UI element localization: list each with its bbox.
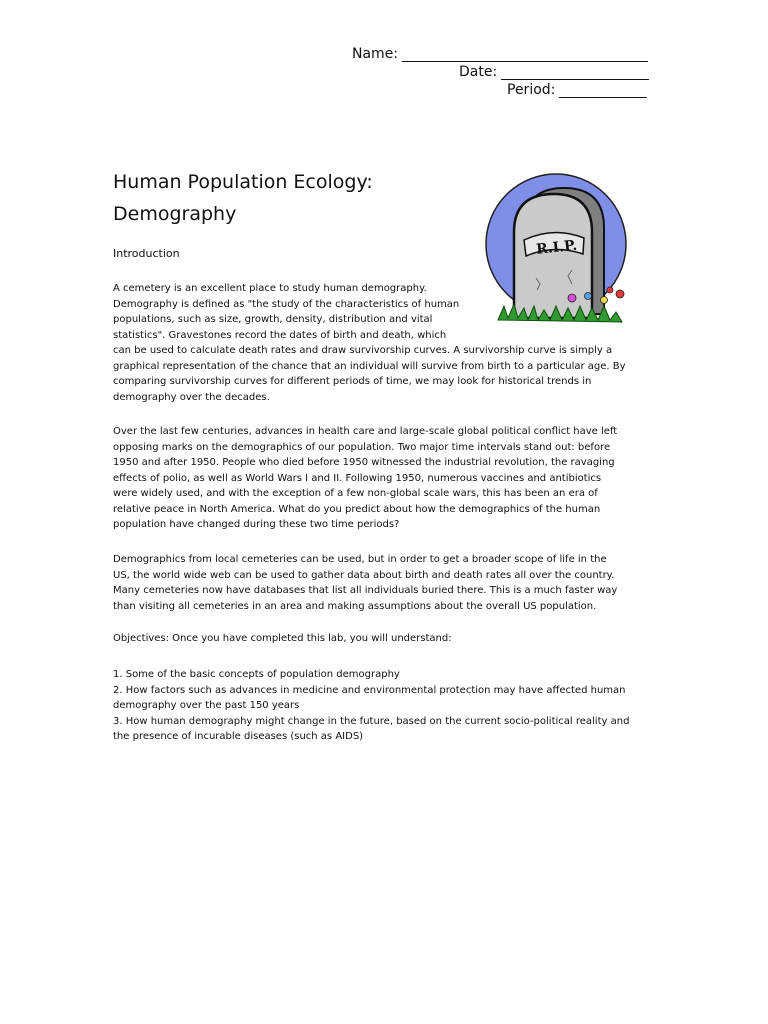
intro-paragraph-2 bbox=[113, 424, 628, 533]
list-item bbox=[113, 714, 633, 745]
objective-line: demography over the past 150 years bbox=[113, 700, 300, 711]
introduction-heading: Introduction bbox=[113, 247, 180, 260]
page-title-line-1: Human Population Ecology: bbox=[113, 171, 373, 193]
period-label: Period: bbox=[507, 82, 556, 98]
paragraph-line: relative peace in North America. What do you predict about how the demographics of the human bbox=[113, 503, 601, 515]
paragraph-line: Demography is defined as "the study of the characteristics of human bbox=[113, 298, 460, 310]
paragraph-line: than visiting all cemeteries in an area and making assumptions about the overall US population. bbox=[113, 600, 597, 612]
paragraph-line: comparing survivorship curves for different periods of time, we may look for historical trends in bbox=[113, 376, 592, 387]
paragraph-line: opposing marks on the demographics of our population. Two major time intervals stand out: before bbox=[113, 441, 611, 453]
paragraph-line: demography over the decades. bbox=[113, 391, 270, 403]
paragraph-line: graphical representation of the chance that an individual will survive from birth to a particular age. By bbox=[113, 360, 626, 372]
paragraph-line: A cemetery is an excellent place to study human demography. bbox=[113, 283, 427, 294]
tombstone-icon bbox=[484, 166, 632, 328]
paragraph-line: Over the last few centuries, advances in health care and large-scale global political conflict have left bbox=[113, 426, 618, 437]
paragraph-line: US, the world wide web can be used to gather data about birth and death rates all over the country. bbox=[113, 569, 615, 581]
date-label: Date: bbox=[459, 64, 498, 80]
objective-line: the presence of incurable diseases (such as AIDS) bbox=[113, 731, 364, 742]
objectives-lead: Objectives: Once you have completed this lab, you will understand: bbox=[113, 633, 452, 644]
paragraph-line: can be used to calculate death rates and draw survivorship curves. A survivorship curve is simply a bbox=[113, 345, 613, 356]
date-field bbox=[459, 64, 649, 80]
list-item bbox=[113, 667, 633, 683]
tombstone-engraving: R.I.P. bbox=[535, 237, 578, 258]
paragraph-line: populations, such as size, growth, density, distribution and vital bbox=[113, 314, 433, 325]
name-blank-line[interactable] bbox=[402, 47, 648, 62]
intro-paragraph-1-rest bbox=[113, 343, 633, 405]
paragraph-line: statistics". Gravestones record the dates of birth and death, which bbox=[113, 329, 447, 341]
intro-paragraph-3 bbox=[113, 552, 628, 614]
paragraph-line: population have changed during these two time periods? bbox=[113, 519, 400, 530]
paragraph-line: Demographics from local cemeteries can be used, but in order to get a broader scope of life in the bbox=[113, 554, 607, 565]
name-label: Name: bbox=[352, 46, 399, 62]
objective-line: 2. How factors such as advances in medicine and environmental protection may have affected human bbox=[113, 684, 626, 696]
period-blank-line[interactable] bbox=[559, 83, 647, 98]
page-title-line-2: Demography bbox=[113, 203, 237, 225]
list-item bbox=[113, 683, 633, 714]
objective-line: 1. Some of the basic concepts of population demography bbox=[113, 669, 400, 680]
objectives-list bbox=[113, 667, 633, 745]
period-field bbox=[507, 82, 647, 98]
date-blank-line[interactable] bbox=[501, 65, 649, 80]
intro-paragraph-1-wrapped bbox=[113, 281, 483, 343]
name-field bbox=[352, 46, 648, 62]
paragraph-line: Many cemeteries now have databases that list all individuals buried there. This is a much faster way bbox=[113, 585, 618, 596]
paragraph-line: effects of polio, as well as World Wars I and II. Following 1950, numerous vaccines and antibiotics bbox=[113, 472, 602, 484]
paragraph-line: were widely used, and with the exception of a few non-global scale wars, this has been an era of bbox=[113, 488, 598, 499]
objective-line: 3. How human demography might change in the future, based on the current socio-political reality and bbox=[113, 715, 630, 727]
paragraph-line: 1950 and after 1950. People who died before 1950 witnessed the industrial revolution, the ravaging bbox=[113, 457, 615, 468]
